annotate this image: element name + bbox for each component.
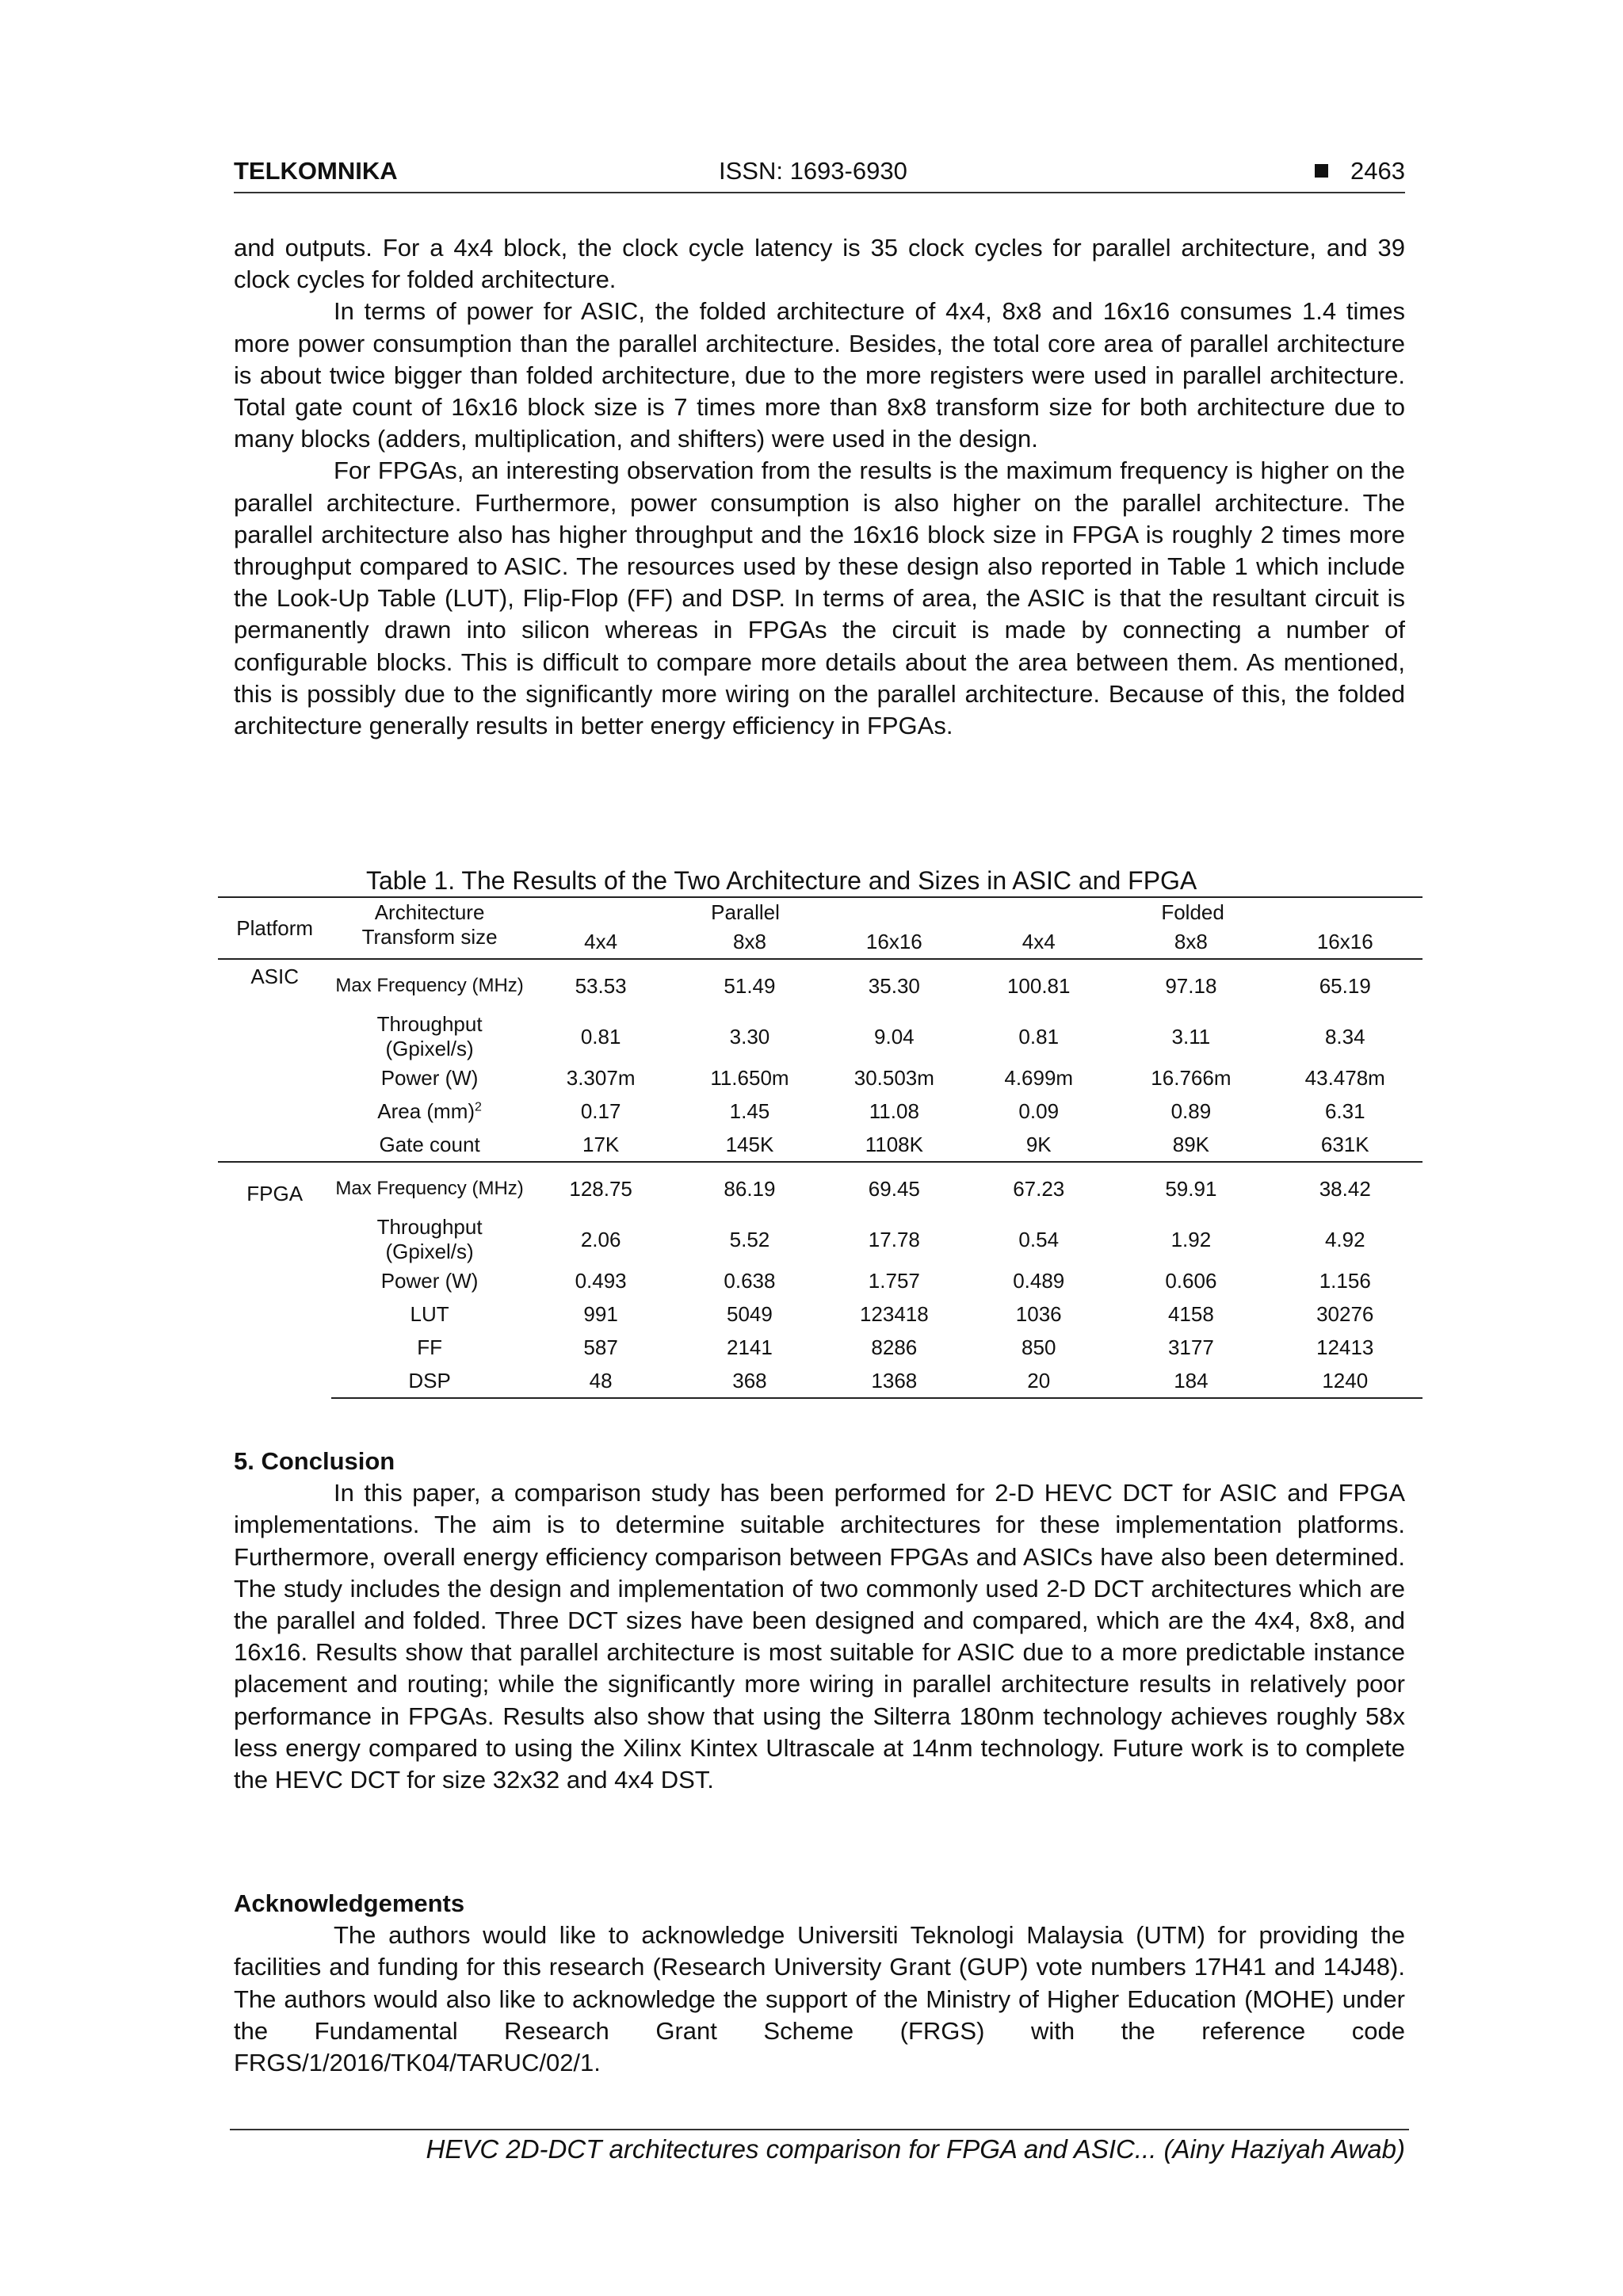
metric-label: DSP: [331, 1364, 528, 1398]
table-cell: 128.75: [528, 1162, 674, 1215]
table-row: [218, 959, 1423, 1012]
table-cell: 16.766m: [1151, 1065, 1232, 1090]
table-cell: 1.92: [1170, 1227, 1212, 1251]
size-cell: 16x16: [1316, 929, 1373, 953]
table-cell: 59.91: [1114, 1162, 1267, 1215]
size-cell: 8x8: [732, 929, 766, 953]
table-cell: 4.92: [1324, 1227, 1365, 1251]
table-row: [218, 1095, 1423, 1128]
table-cell: 3.11: [1171, 1024, 1211, 1049]
table-cell: 11.08: [869, 1098, 919, 1123]
table-cell: 38.42: [1268, 1162, 1423, 1215]
paragraph: and outputs. For a 4x4 block, the clock cycle latency is 35 clock cycles for parallel architecture, and 39 clock cycles for folded architecture.: [234, 234, 1405, 294]
body-text-top: [234, 232, 1405, 742]
table-row: [218, 1162, 1423, 1215]
table-cell: 587: [583, 1335, 618, 1359]
table-cell: 631K: [1320, 1132, 1369, 1156]
table-cell: 2141: [727, 1335, 773, 1359]
table-cell: 5049: [727, 1301, 773, 1326]
table-row: [218, 1297, 1423, 1331]
metric-label: FF: [417, 1335, 442, 1359]
table-cell: 100.81: [963, 959, 1114, 1012]
metric-label: [331, 1095, 528, 1128]
table-cell: 5.52: [729, 1227, 770, 1251]
table-cell: 1.156: [1319, 1268, 1371, 1293]
paragraph: For FPGAs, an interesting observation from the results is the maximum frequency is higher on the parallel architecture. Furthermore, power consumption is also higher on the parallel architecture. The parallel architecture also has higher throughput and the 16x16 block size in FPGA is roughly 2 times more throughput compared to ASIC. The resources used by these design also reported in Table 1 which include the Look-Up Table (LUT), Flip-Flop (FF) and DSP. In terms of area, the ASIC is that the resultant circuit is permanently drawn into silicon whereas in FPGAs the circuit is made by connecting a number of configurable blocks. This is difficult to compare more details about the area between them. As mentioned, this is possibly due to the significantly more wiring on the parallel architecture. Because of this, the folded architecture generally results in better energy efficiency in FPGAs.: [234, 457, 1405, 740]
table-row: [218, 1364, 1423, 1398]
table-header-row: [218, 897, 1423, 925]
table-cell: 6.31: [1324, 1098, 1365, 1123]
table-cell: 145K: [725, 1132, 774, 1156]
platform-fpga: FPGA: [218, 1162, 331, 1398]
table-cell: 20: [963, 1364, 1114, 1398]
acknowledgements-section: [234, 1888, 1405, 2079]
table-cell: 1368: [825, 1364, 963, 1398]
metric-label: Max Frequency (MHz): [331, 1162, 528, 1215]
table-row: [218, 1264, 1423, 1297]
table-cell: 0.606: [1165, 1268, 1217, 1293]
table-cell: 9.04: [874, 1024, 915, 1049]
table-cell: 17K: [582, 1132, 620, 1156]
table-cell: 0.489: [1013, 1268, 1065, 1293]
table-cell: 4.699m: [1004, 1065, 1074, 1090]
table-cell: 43.478m: [1304, 1065, 1385, 1090]
conclusion-section: [234, 1446, 1405, 1796]
table-cell: 123418: [859, 1301, 929, 1326]
metric-label: Max Frequency (MHz): [331, 959, 528, 1012]
table-row: [218, 1331, 1423, 1364]
table-cell: 8286: [871, 1335, 918, 1359]
metric-label: Throughput (Gpixel/s): [376, 1012, 483, 1060]
table-cell: 0.81: [580, 1024, 621, 1049]
table-cell: 53.53: [528, 959, 674, 1012]
table-cell: 3.307m: [566, 1065, 636, 1090]
table-cell: 51.49: [674, 959, 825, 1012]
table-cell: 30.503m: [854, 1065, 934, 1090]
table-cell: 368: [674, 1364, 825, 1398]
page-header: [234, 155, 1405, 193]
table-cell: 3177: [1167, 1335, 1214, 1359]
footer-rule: [230, 2129, 1409, 2130]
acknowledgements-heading: Acknowledgements: [234, 1889, 465, 1917]
issn: ISSN: 1693-6930: [719, 157, 907, 185]
table-cell: 1.45: [729, 1098, 770, 1123]
table-cell: 35.30: [825, 959, 963, 1012]
table-cell: 69.45: [825, 1162, 963, 1215]
metric-label: Power (W): [380, 1065, 479, 1090]
header-architecture: Architecture: [374, 900, 485, 924]
table-cell: 89K: [1172, 1132, 1210, 1156]
table-cell: 0.81: [1018, 1024, 1060, 1049]
metric-label: Throughput (Gpixel/s): [376, 1215, 483, 1263]
table-cell: 48: [528, 1364, 674, 1398]
table-cell: 0.638: [724, 1268, 776, 1293]
header-folded: Folded: [1161, 900, 1224, 924]
table-cell: 12413: [1316, 1335, 1374, 1359]
metric-label: Gate count: [379, 1132, 480, 1156]
table-cell: 1108K: [865, 1132, 923, 1156]
paragraph: In this paper, a comparison study has been performed for 2-D HEVC DCT for ASIC and FPGA implementations. The aim is to determine suitable architectures for these implementation platforms. Furthermore, overall energy efficiency comparison between FPGAs and ASICs have also been determined. The study includes the design and implementation of two commonly used 2-D DCT architectures which are the parallel and folded. Three DCT sizes have been designed and compared, which are the 4x4, 8x8, and 16x16. Results show that parallel architecture is most suitable for ASIC due to a more predictable instance placement and routing; while the significantly more wiring in parallel architecture results in relatively poor performance in FPGAs. Results also show that using the Silterra 180nm technology achieves roughly 58x less energy compared to using the Xilinx Kintex Ultrascale at 14nm technology. Future work is to complete the HEVC DCT for size 32x32 and 4x4 DST.: [234, 1479, 1405, 1794]
header-transform-size: Transform size: [361, 925, 498, 949]
metric-label-text: Area (mm): [377, 1098, 475, 1123]
table-cell: 17.78: [868, 1227, 920, 1251]
table-cell: 991: [583, 1301, 618, 1326]
table-cell: 1036: [1015, 1301, 1062, 1326]
table-cell: 0.09: [1018, 1098, 1060, 1123]
header-parallel: Parallel: [711, 900, 780, 924]
table-cell: 11.650m: [710, 1065, 789, 1090]
page-number-group: [1315, 157, 1405, 185]
table-cell: 0.89: [1170, 1098, 1212, 1123]
paragraph: In terms of power for ASIC, the folded architecture of 4x4, 8x8 and 16x16 consumes 1.4 times more power consumption than the parallel architecture. Besides, the total core area of parallel architecture is about twice bigger than folded architecture, due to the more registers were used in parallel architecture. Total gate count of 16x16 block size is 7 times more than 8x8 transform size for both architecture due to many blocks (adders, multiplication, and shifters) were used in the design.: [234, 297, 1405, 453]
size-cell: 4x4: [1022, 929, 1056, 953]
results-table: [218, 896, 1423, 1399]
table-cell: 0.493: [575, 1268, 627, 1293]
table-cell: 1.757: [868, 1268, 920, 1293]
page-number: 2463: [1350, 157, 1405, 185]
metric-label: LUT: [410, 1301, 449, 1326]
table-cell: 0.54: [1018, 1227, 1060, 1251]
size-cell: 4x4: [584, 929, 618, 953]
table-cell: 3.30: [729, 1024, 770, 1049]
square-bullet-icon: [1315, 164, 1328, 178]
metric-label: Power (W): [380, 1268, 479, 1293]
table-cell: 4158: [1167, 1301, 1214, 1326]
size-cell: 16x16: [865, 929, 922, 953]
table-row: [218, 1061, 1423, 1095]
table-cell: 850: [1022, 1335, 1056, 1359]
table-cell: 2.06: [580, 1227, 621, 1251]
table-row: [218, 1215, 1423, 1264]
table-cell: 67.23: [963, 1162, 1114, 1215]
conclusion-heading: 5. Conclusion: [234, 1447, 395, 1475]
table-caption: Table 1. The Results of the Two Architecture and Sizes in ASIC and FPGA: [366, 866, 1197, 895]
table-cell: 65.19: [1268, 959, 1423, 1012]
table-cell: 97.18: [1114, 959, 1267, 1012]
table-cell: 86.19: [674, 1162, 825, 1215]
journal-name: TELKOMNIKA: [234, 157, 398, 185]
table-cell: 1240: [1268, 1364, 1423, 1398]
table-cell: 0.17: [580, 1098, 621, 1123]
table-cell: 9K: [1025, 1132, 1052, 1156]
table-size-row: [218, 925, 1423, 959]
platform-asic: ASIC: [218, 959, 331, 1162]
table-cell: 8.34: [1324, 1024, 1365, 1049]
table-cell: 30276: [1316, 1301, 1374, 1326]
paragraph: The authors would like to acknowledge Universiti Teknologi Malaysia (UTM) for providing the facilities and funding for this research (Research University Grant (GUP) vote numbers 17H41 and 14J48). The authors would also like to acknowledge the support of the Ministry of Higher Education (MOHE) under the Fundamental Research Grant Scheme (FRGS) with the reference code FRGS/1/2016/TK04/TARUC/02/1.: [234, 1921, 1405, 2077]
table-row: [218, 1012, 1423, 1061]
running-footer: HEVC 2D-DCT architectures comparison for FPGA and ASIC... (Ainy Haziyah Awab): [426, 2134, 1405, 2164]
table-row: [218, 1128, 1423, 1162]
superscript: 2: [475, 1099, 482, 1114]
header-platform: Platform: [236, 915, 314, 940]
size-cell: 8x8: [1174, 929, 1208, 953]
table-cell: 184: [1114, 1364, 1267, 1398]
